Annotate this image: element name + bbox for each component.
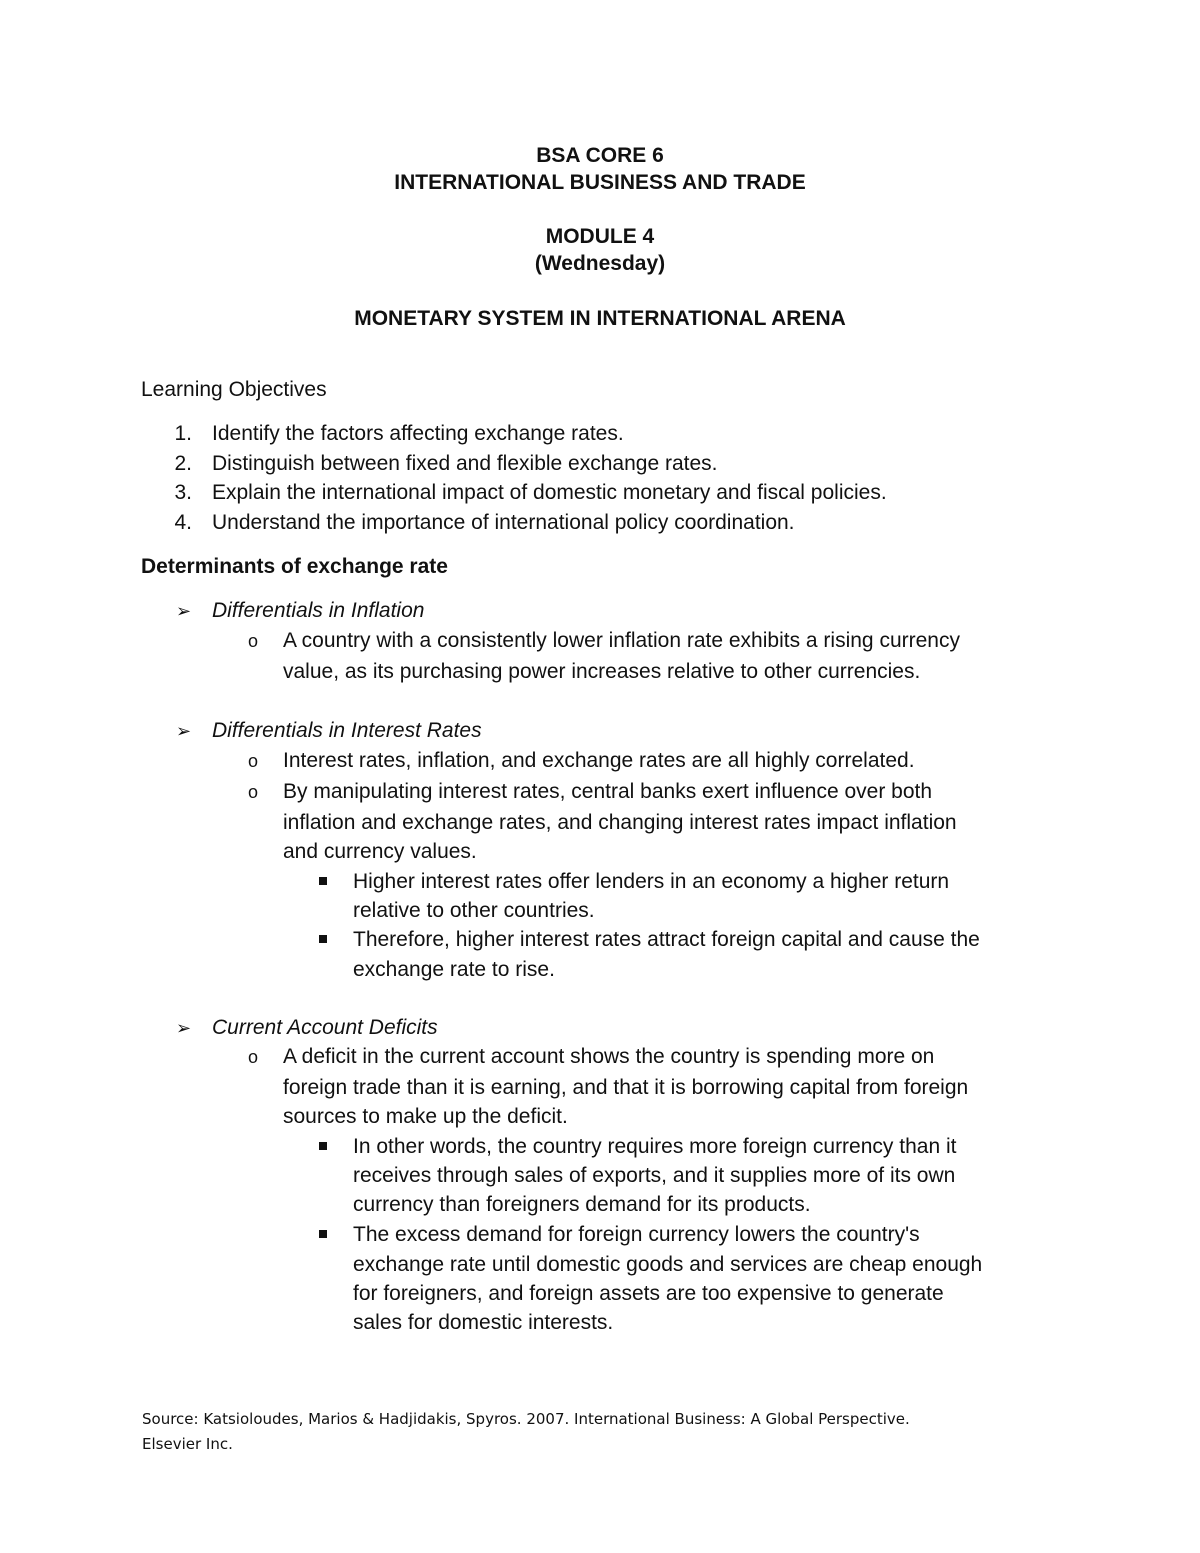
paragraph-line: In other words, the country requires more foreign currency than it xyxy=(353,1135,957,1158)
paragraph-line: The excess demand for foreign currency lowers the country's xyxy=(353,1223,920,1246)
objective-text: Understand the importance of international policy coordination. xyxy=(212,511,795,534)
paragraph-line: receives through sales of exports, and it supplies more of its own xyxy=(353,1164,956,1187)
square-bullet-icon xyxy=(319,877,327,885)
paragraph-line: A deficit in the current account shows the country is spending more on xyxy=(283,1045,935,1068)
paragraph-line: foreign trade than it is earning, and that it is borrowing capital from foreign xyxy=(283,1076,969,1099)
paragraph-line: Higher interest rates offer lenders in an economy a higher return xyxy=(353,870,950,893)
module-number: MODULE 4 xyxy=(545,225,655,248)
paragraph-line: sources to make up the deficit. xyxy=(283,1105,568,1128)
paragraph-line: A country with a consistently lower inflation rate exhibits a rising currency xyxy=(283,629,960,652)
subsection-title: Differentials in Interest Rates xyxy=(212,719,482,742)
paragraph-line: currency than foreigners demand for its products. xyxy=(353,1193,811,1216)
module-topic: MONETARY SYSTEM IN INTERNATIONAL ARENA xyxy=(354,307,846,330)
course-code: BSA CORE 6 xyxy=(536,144,664,167)
objective-text: Identify the factors affecting exchange rates. xyxy=(212,422,624,445)
paragraph-line: exchange rate to rise. xyxy=(353,958,555,981)
arrow-bullet-icon: ➢ xyxy=(176,1018,192,1038)
square-bullet-icon xyxy=(319,1230,327,1238)
circle-bullet-icon: o xyxy=(248,782,259,802)
circle-bullet-icon: o xyxy=(248,631,259,651)
objective-text: Explain the international impact of domestic monetary and fiscal policies. xyxy=(212,481,887,504)
paragraph-line: and currency values. xyxy=(283,840,477,863)
paragraph-line: relative to other countries. xyxy=(353,899,595,922)
square-bullet-icon xyxy=(319,935,327,943)
paragraph-line: exchange rate until domestic goods and services are cheap enough xyxy=(353,1253,983,1276)
subsection-title: Current Account Deficits xyxy=(212,1016,438,1039)
objective-number: 3. xyxy=(174,481,192,504)
paragraph-line: sales for domestic interests. xyxy=(353,1311,614,1334)
circle-bullet-icon: o xyxy=(248,1047,259,1067)
objective-number: 2. xyxy=(174,452,192,475)
subsection-title: Differentials in Inflation xyxy=(212,599,425,622)
circle-bullet-icon: o xyxy=(248,751,259,771)
square-bullet-icon xyxy=(319,1142,327,1150)
paragraph-line: Interest rates, inflation, and exchange rates are all highly correlated. xyxy=(283,749,915,772)
paragraph-line: value, as its purchasing power increases relative to other currencies. xyxy=(283,660,921,683)
objective-number: 4. xyxy=(174,511,192,534)
objective-text: Distinguish between fixed and flexible exchange rates. xyxy=(212,452,718,475)
source-citation: Source: Katsioloudes, Marios & Hadjidakis, Spyros. 2007. International Business: A Global Perspective. xyxy=(142,1410,910,1428)
objectives-heading: Learning Objectives xyxy=(141,378,327,401)
arrow-bullet-icon: ➢ xyxy=(176,601,192,621)
section-heading: Determinants of exchange rate xyxy=(141,555,448,578)
course-title: INTERNATIONAL BUSINESS AND TRADE xyxy=(394,171,806,194)
paragraph-line: By manipulating interest rates, central banks exert influence over both xyxy=(283,780,933,803)
paragraph-line: for foreigners, and foreign assets are too expensive to generate xyxy=(353,1282,944,1305)
paragraph-line: Therefore, higher interest rates attract foreign capital and cause the xyxy=(353,928,980,951)
paragraph-line: inflation and exchange rates, and changing interest rates impact inflation xyxy=(283,811,957,834)
module-day: (Wednesday) xyxy=(534,252,666,275)
objective-number: 1. xyxy=(174,422,192,445)
source-publisher: Elsevier Inc. xyxy=(142,1435,233,1453)
arrow-bullet-icon: ➢ xyxy=(176,721,192,741)
